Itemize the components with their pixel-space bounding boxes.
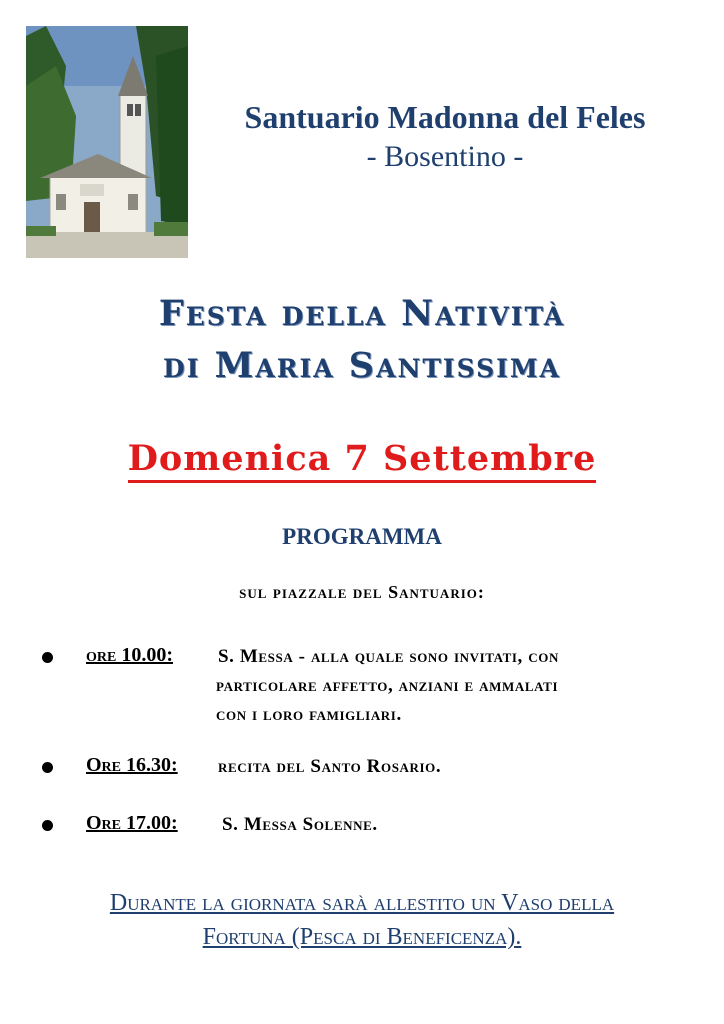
programma-heading: PROGRAMMA xyxy=(282,524,442,549)
sanctuary-photo xyxy=(26,26,188,258)
sanctuary-title: Santuario Madonna del Feles xyxy=(244,99,646,135)
location-text: sul piazzale del Santuario: xyxy=(239,582,485,602)
schedule-desc-line: particolare affetto, anziani e ammalati xyxy=(216,675,559,696)
event-date xyxy=(0,436,724,482)
feast-title xyxy=(0,288,724,392)
footer-line2: Fortuna (Pesca di Beneficenza). xyxy=(202,924,522,950)
schedule-desc-line: S. Messa - alla quale sono invitati, con xyxy=(218,646,559,667)
sanctuary-subtitle: - Bosentino - xyxy=(366,140,524,173)
schedule-desc-line: con i loro famigliari. xyxy=(216,704,402,725)
schedule-time: Ore 17.00: xyxy=(86,812,178,834)
schedule-desc-line: recita del Santo Rosario. xyxy=(218,756,442,777)
footer-line1: Durante la giornata sarà allestito un Vaso della xyxy=(109,890,615,916)
feast-title-line1: Festa della Natività xyxy=(158,293,566,334)
schedule-time: ore 10.00: xyxy=(86,644,173,666)
sanctuary-illustration xyxy=(26,26,188,258)
event-date-text: Domenica 7 Settembre xyxy=(128,438,597,483)
bullet-icon xyxy=(42,762,53,773)
sanctuary-header xyxy=(200,96,690,176)
bullet-icon xyxy=(42,820,53,831)
footer-note xyxy=(0,886,724,954)
schedule-time: Ore 16.30: xyxy=(86,754,178,776)
bullet-icon xyxy=(42,652,53,663)
schedule-desc-line: S. Messa Solenne. xyxy=(222,814,378,835)
feast-title-line2: di Maria Santissima xyxy=(163,345,561,386)
